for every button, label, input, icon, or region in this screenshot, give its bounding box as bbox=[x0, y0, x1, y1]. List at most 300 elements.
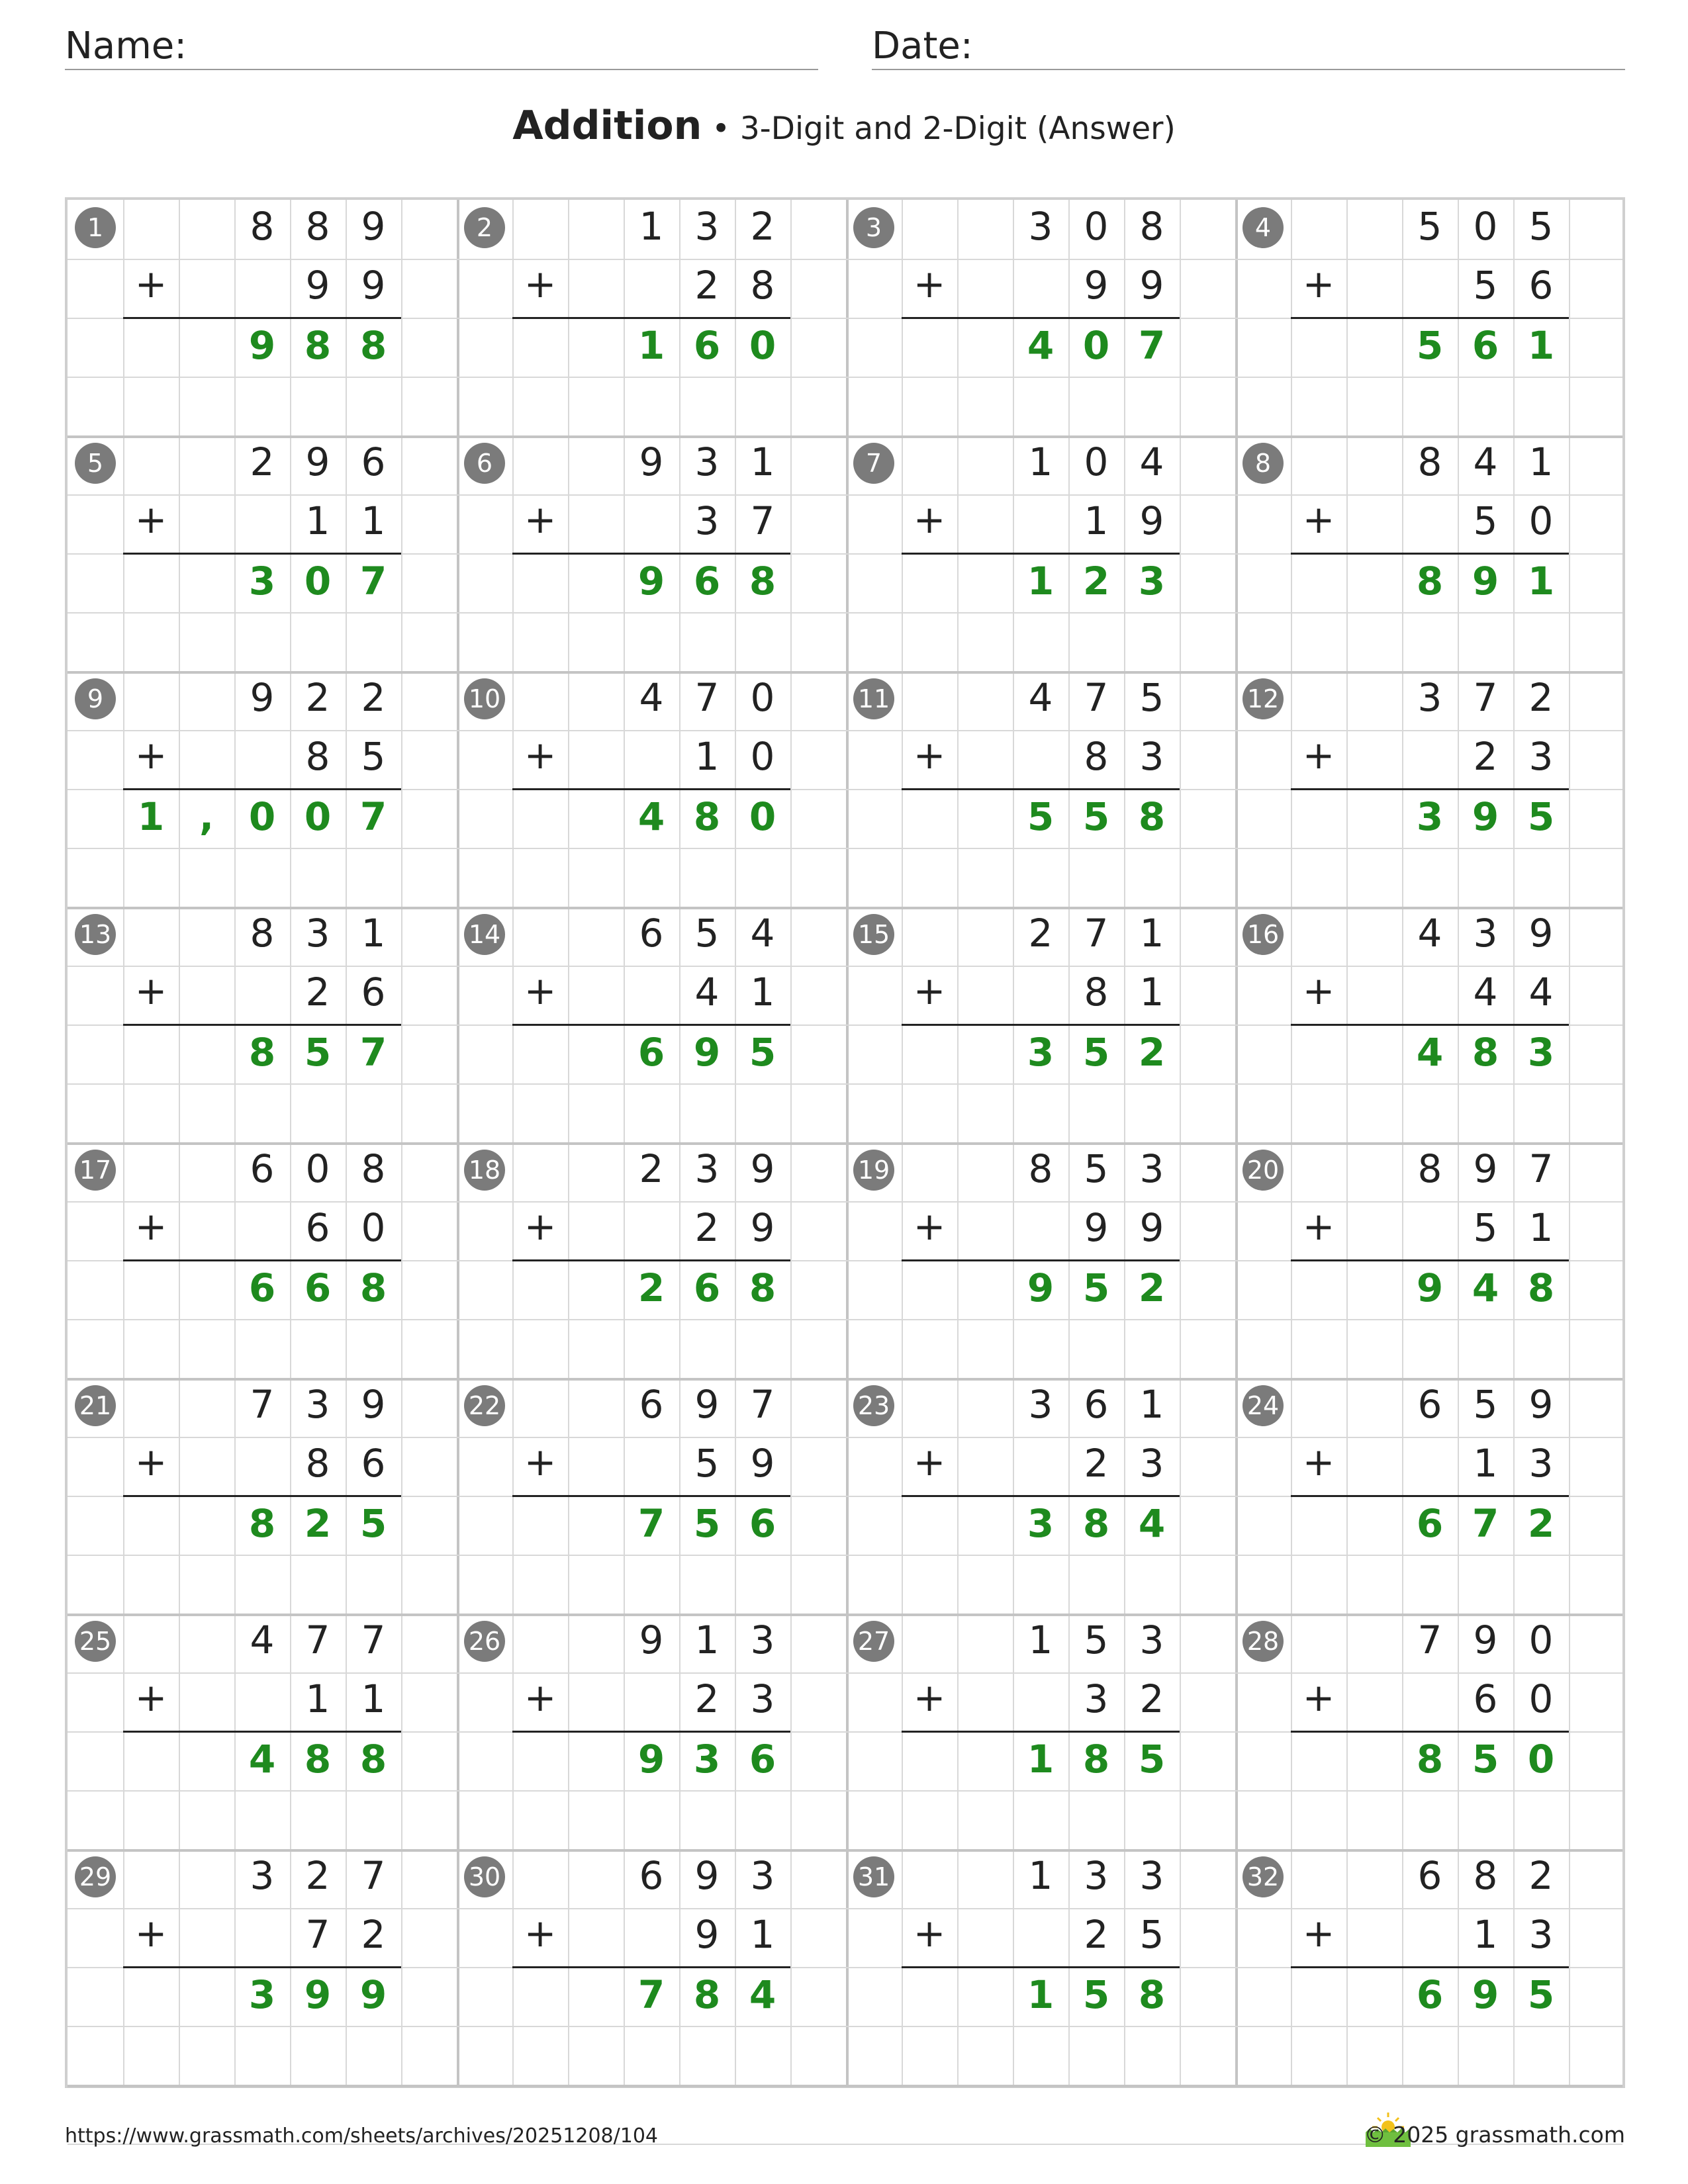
plus-sign: + bbox=[913, 968, 946, 1013]
answer-digit: 9 bbox=[248, 323, 276, 368]
worksheet-title bbox=[0, 103, 1688, 149]
top-addend-digit: 6 bbox=[250, 1146, 275, 1191]
top-addend-digit: 5 bbox=[1139, 675, 1164, 720]
top-addend-digit: 9 bbox=[750, 1146, 775, 1191]
answer-digit: 7 bbox=[1472, 1501, 1499, 1546]
problem-12 bbox=[1235, 671, 1624, 907]
bottom-addend-digit: 2 bbox=[305, 970, 330, 1015]
bottom-addend-digit: 6 bbox=[1473, 1676, 1498, 1721]
top-addend-digit: 3 bbox=[1139, 1853, 1164, 1898]
bottom-addend-digit: 5 bbox=[1139, 1912, 1164, 1957]
top-addend-digit: 7 bbox=[361, 1617, 386, 1662]
bottom-addend-digit: 2 bbox=[694, 1676, 720, 1721]
top-addend-digit: 7 bbox=[1473, 675, 1498, 720]
sum-rule-line bbox=[1291, 1731, 1569, 1733]
answer-digit: 1 bbox=[637, 323, 665, 368]
top-addend-digit: 2 bbox=[361, 675, 386, 720]
top-addend-digit: 5 bbox=[1084, 1146, 1109, 1191]
answer-digit: 3 bbox=[1027, 1030, 1055, 1075]
problem-number-badge: 22 bbox=[464, 1385, 505, 1426]
answer-digit: 9 bbox=[637, 559, 665, 604]
bottom-addend-digit: 2 bbox=[1084, 1912, 1109, 1957]
sum-rule-line bbox=[123, 317, 401, 319]
date-field[interactable] bbox=[872, 20, 1625, 70]
answer-digit: 9 bbox=[1416, 1265, 1444, 1310]
title-main: Addition bbox=[512, 103, 702, 149]
top-addend-digit: 7 bbox=[1084, 675, 1109, 720]
answer-digit: 5 bbox=[1527, 1972, 1555, 2017]
problem-7 bbox=[846, 435, 1235, 671]
top-addend-digit: 6 bbox=[639, 1382, 664, 1427]
problem-number-badge: 19 bbox=[853, 1150, 894, 1191]
top-addend-digit: 2 bbox=[305, 675, 330, 720]
top-addend-digit: 1 bbox=[1528, 439, 1554, 484]
answer-digit: 9 bbox=[1472, 794, 1499, 839]
sum-rule-line bbox=[902, 1259, 1180, 1261]
problem-19 bbox=[846, 1142, 1235, 1378]
top-addend-digit: 3 bbox=[750, 1617, 775, 1662]
answer-digit: 9 bbox=[637, 1737, 665, 1782]
plus-sign: + bbox=[913, 1675, 946, 1720]
problem-20 bbox=[1235, 1142, 1624, 1378]
top-addend-digit: 7 bbox=[1528, 1146, 1554, 1191]
top-addend-digit: 3 bbox=[1028, 1382, 1053, 1427]
problem-number-badge: 21 bbox=[75, 1385, 116, 1426]
problem-number-badge: 26 bbox=[464, 1621, 505, 1662]
answer-digit: 6 bbox=[637, 1030, 665, 1075]
answer-digit: 8 bbox=[248, 1030, 276, 1075]
answer-digit: 4 bbox=[637, 794, 665, 839]
bottom-addend-digit: 5 bbox=[1473, 498, 1498, 543]
bottom-addend-digit: 7 bbox=[305, 1912, 330, 1957]
top-addend-digit: 4 bbox=[250, 1617, 275, 1662]
bottom-addend-digit: 1 bbox=[750, 1912, 775, 1957]
answer-digit: 8 bbox=[1472, 1030, 1499, 1075]
top-addend-digit: 8 bbox=[1028, 1146, 1053, 1191]
plus-sign: + bbox=[913, 1911, 946, 1956]
problem-17 bbox=[68, 1142, 457, 1378]
top-addend-digit: 1 bbox=[361, 911, 386, 956]
answer-digit: 5 bbox=[1082, 1030, 1110, 1075]
answer-digit: 8 bbox=[304, 323, 332, 368]
sum-rule-line bbox=[1291, 1259, 1569, 1261]
name-field[interactable] bbox=[65, 20, 818, 70]
bottom-addend-digit: 9 bbox=[1084, 263, 1109, 308]
problem-number-badge: 11 bbox=[853, 678, 894, 719]
top-addend-digit: 3 bbox=[1473, 911, 1498, 956]
problem-28 bbox=[1235, 1614, 1624, 1849]
answer-digit: 2 bbox=[637, 1265, 665, 1310]
bottom-addend-digit: 4 bbox=[1473, 970, 1498, 1015]
bottom-addend-digit: 3 bbox=[1528, 734, 1554, 779]
bottom-addend-digit: 3 bbox=[694, 498, 720, 543]
top-addend-digit: 0 bbox=[1084, 204, 1109, 249]
bottom-addend-digit: 5 bbox=[361, 734, 386, 779]
bottom-addend-digit: 1 bbox=[1473, 1441, 1498, 1486]
plus-sign: + bbox=[134, 1911, 167, 1956]
top-addend-digit: 1 bbox=[694, 1617, 720, 1662]
problem-26 bbox=[457, 1614, 846, 1849]
bottom-addend-digit: 3 bbox=[1528, 1912, 1554, 1957]
answer-digit: 8 bbox=[1138, 794, 1166, 839]
problem-22 bbox=[457, 1378, 846, 1614]
problem-number-badge: 20 bbox=[1243, 1150, 1284, 1191]
sum-rule-line bbox=[1291, 1495, 1569, 1497]
plus-sign: + bbox=[913, 497, 946, 542]
plus-sign: + bbox=[134, 1204, 167, 1249]
top-addend-digit: 2 bbox=[1528, 675, 1554, 720]
problem-number-badge: 31 bbox=[853, 1856, 894, 1897]
sum-rule-line bbox=[902, 1731, 1180, 1733]
problem-number-badge: 15 bbox=[853, 914, 894, 955]
answer-digit: 5 bbox=[749, 1030, 776, 1075]
answer-digit: 6 bbox=[693, 559, 721, 604]
problem-11 bbox=[846, 671, 1235, 907]
plus-sign: + bbox=[134, 733, 167, 778]
top-addend-digit: 0 bbox=[305, 1146, 330, 1191]
plus-sign: + bbox=[913, 733, 946, 778]
answer-digit: 8 bbox=[693, 794, 721, 839]
plus-sign: + bbox=[134, 1675, 167, 1720]
top-addend-digit: 2 bbox=[305, 1853, 330, 1898]
top-addend-digit: 5 bbox=[1084, 1617, 1109, 1662]
answer-digit: 5 bbox=[304, 1030, 332, 1075]
plus-sign: + bbox=[913, 261, 946, 306]
grid-line bbox=[68, 2085, 1622, 2087]
plus-sign: + bbox=[524, 968, 557, 1013]
answer-digit: 3 bbox=[248, 1972, 276, 2017]
problem-number-badge: 16 bbox=[1243, 914, 1284, 955]
problem-31 bbox=[846, 1849, 1235, 2085]
plus-sign: + bbox=[524, 497, 557, 542]
top-addend-digit: 9 bbox=[639, 1617, 664, 1662]
bottom-addend-digit: 9 bbox=[361, 263, 386, 308]
plus-sign: + bbox=[134, 968, 167, 1013]
answer-digit: 5 bbox=[1416, 323, 1444, 368]
top-addend-digit: 8 bbox=[250, 911, 275, 956]
problem-9 bbox=[68, 671, 457, 907]
answer-digit: 1 bbox=[1027, 1737, 1055, 1782]
answer-digit: 1 bbox=[1527, 559, 1555, 604]
bottom-addend-digit: 2 bbox=[1473, 734, 1498, 779]
top-addend-digit: 6 bbox=[639, 911, 664, 956]
sum-rule-line bbox=[902, 1024, 1180, 1026]
answer-digit: 2 bbox=[1138, 1030, 1166, 1075]
bottom-addend-digit: 6 bbox=[361, 970, 386, 1015]
top-addend-digit: 5 bbox=[1528, 204, 1554, 249]
answer-digit: 3 bbox=[1527, 1030, 1555, 1075]
problem-30 bbox=[457, 1849, 846, 2085]
bottom-addend-digit: 2 bbox=[1139, 1676, 1164, 1721]
top-addend-digit: 6 bbox=[639, 1853, 664, 1898]
bottom-addend-digit: 8 bbox=[1084, 970, 1109, 1015]
plus-sign: + bbox=[913, 1204, 946, 1249]
bottom-addend-digit: 8 bbox=[1084, 734, 1109, 779]
top-addend-digit: 2 bbox=[250, 439, 275, 484]
top-addend-digit: 1 bbox=[639, 204, 664, 249]
top-addend-digit: 3 bbox=[1139, 1617, 1164, 1662]
bottom-addend-digit: 6 bbox=[305, 1205, 330, 1250]
answer-digit: 6 bbox=[304, 1265, 332, 1310]
answer-digit: 8 bbox=[248, 1501, 276, 1546]
top-addend-digit: 3 bbox=[250, 1853, 275, 1898]
sum-rule-line bbox=[512, 1966, 790, 1968]
top-addend-digit: 7 bbox=[750, 1382, 775, 1427]
answer-digit: 0 bbox=[749, 323, 776, 368]
answer-digit: 2 bbox=[1527, 1501, 1555, 1546]
problem-6 bbox=[457, 435, 846, 671]
problem-number-badge: 32 bbox=[1243, 1856, 1284, 1897]
problem-29 bbox=[68, 1849, 457, 2085]
bottom-addend-digit: 4 bbox=[1528, 970, 1554, 1015]
bottom-addend-digit: 0 bbox=[1528, 1676, 1554, 1721]
sum-rule-line bbox=[512, 317, 790, 319]
answer-digit: 0 bbox=[304, 794, 332, 839]
sum-rule-line bbox=[512, 1259, 790, 1261]
top-addend-digit: 2 bbox=[1528, 1853, 1554, 1898]
top-addend-digit: 0 bbox=[1528, 1617, 1554, 1662]
plus-sign: + bbox=[524, 1204, 557, 1249]
sum-rule-line bbox=[902, 317, 1180, 319]
problem-number-badge: 12 bbox=[1243, 678, 1284, 719]
top-addend-digit: 8 bbox=[250, 204, 275, 249]
bottom-addend-digit: 5 bbox=[694, 1441, 720, 1486]
problem-number-badge: 23 bbox=[853, 1385, 894, 1426]
sum-rule-line bbox=[123, 1024, 401, 1026]
top-addend-digit: 9 bbox=[1473, 1146, 1498, 1191]
answer-digit: 5 bbox=[1527, 794, 1555, 839]
plus-sign: + bbox=[134, 261, 167, 306]
problem-24 bbox=[1235, 1378, 1624, 1614]
date-label: Date: bbox=[872, 24, 973, 68]
problem-number-badge: 10 bbox=[464, 678, 505, 719]
answer-digit: 6 bbox=[1472, 323, 1499, 368]
answer-digit: 7 bbox=[359, 794, 387, 839]
answer-digit: 4 bbox=[1472, 1265, 1499, 1310]
problem-number-badge: 28 bbox=[1243, 1621, 1284, 1662]
answer-digit: 3 bbox=[693, 1737, 721, 1782]
problem-number-badge: 13 bbox=[75, 914, 116, 955]
bottom-addend-digit: 1 bbox=[1084, 498, 1109, 543]
sum-rule-line bbox=[512, 1731, 790, 1733]
bottom-addend-digit: 5 bbox=[1473, 263, 1498, 308]
bottom-addend-digit: 1 bbox=[750, 970, 775, 1015]
problem-number-badge: 24 bbox=[1243, 1385, 1284, 1426]
bottom-addend-digit: 1 bbox=[694, 734, 720, 779]
bottom-addend-digit: 2 bbox=[361, 1912, 386, 1957]
top-addend-digit: 2 bbox=[1028, 911, 1053, 956]
answer-digit: 8 bbox=[1416, 1737, 1444, 1782]
bottom-addend-digit: 6 bbox=[361, 1441, 386, 1486]
answer-digit: 4 bbox=[1027, 323, 1055, 368]
answer-digit: 6 bbox=[749, 1501, 776, 1546]
bottom-addend-digit: 1 bbox=[1139, 970, 1164, 1015]
top-addend-digit: 9 bbox=[639, 439, 664, 484]
top-addend-digit: 8 bbox=[1139, 204, 1164, 249]
top-addend-digit: 3 bbox=[305, 1382, 330, 1427]
top-addend-digit: 1 bbox=[1028, 439, 1053, 484]
top-addend-digit: 9 bbox=[361, 1382, 386, 1427]
problem-grid bbox=[65, 197, 1625, 2088]
top-addend-digit: 5 bbox=[1417, 204, 1442, 249]
plus-sign: + bbox=[1302, 1675, 1335, 1720]
answer-digit: 9 bbox=[693, 1030, 721, 1075]
answer-digit: 5 bbox=[693, 1501, 721, 1546]
top-addend-digit: 3 bbox=[750, 1853, 775, 1898]
top-addend-digit: 9 bbox=[305, 439, 330, 484]
answer-digit: 8 bbox=[693, 1972, 721, 2017]
sum-rule-line bbox=[902, 788, 1180, 790]
top-addend-digit: 5 bbox=[694, 911, 720, 956]
plus-sign: + bbox=[524, 1439, 557, 1484]
sum-rule-line bbox=[512, 1495, 790, 1497]
answer-digit: 8 bbox=[1082, 1737, 1110, 1782]
problem-number-badge: 6 bbox=[464, 443, 505, 484]
top-addend-digit: 6 bbox=[1417, 1382, 1442, 1427]
top-addend-digit: 8 bbox=[1473, 1853, 1498, 1898]
answer-digit: 5 bbox=[359, 1501, 387, 1546]
bottom-addend-digit: 9 bbox=[1139, 263, 1164, 308]
problem-number-badge: 1 bbox=[75, 207, 116, 248]
problem-3 bbox=[846, 200, 1235, 435]
bottom-addend-digit: 1 bbox=[305, 1676, 330, 1721]
plus-sign: + bbox=[1302, 968, 1335, 1013]
bottom-addend-digit: 2 bbox=[694, 1205, 720, 1250]
top-addend-digit: 7 bbox=[305, 1617, 330, 1662]
answer-digit: 4 bbox=[1138, 1501, 1166, 1546]
top-addend-digit: 9 bbox=[694, 1382, 720, 1427]
answer-digit: 1 bbox=[1027, 559, 1055, 604]
problem-number-badge: 8 bbox=[1243, 443, 1284, 484]
problem-number-badge: 3 bbox=[853, 207, 894, 248]
top-addend-digit: 9 bbox=[1528, 911, 1554, 956]
problem-18 bbox=[457, 1142, 846, 1378]
sum-rule-line bbox=[123, 1966, 401, 1968]
top-addend-digit: 2 bbox=[750, 204, 775, 249]
sum-rule-line bbox=[512, 1024, 790, 1026]
problem-13 bbox=[68, 907, 457, 1142]
problem-4 bbox=[1235, 200, 1624, 435]
bottom-addend-digit: 5 bbox=[1473, 1205, 1498, 1250]
sum-rule-line bbox=[1291, 317, 1569, 319]
bottom-addend-digit: 8 bbox=[305, 734, 330, 779]
top-addend-digit: 4 bbox=[1139, 439, 1164, 484]
answer-digit: 8 bbox=[1138, 1972, 1166, 2017]
answer-digit: 5 bbox=[1082, 1972, 1110, 2017]
answer-digit: 0 bbox=[248, 794, 276, 839]
bottom-addend-digit: 9 bbox=[750, 1441, 775, 1486]
footer-copyright: © 2025 grassmath.com bbox=[1364, 2122, 1625, 2148]
top-addend-digit: 7 bbox=[361, 1853, 386, 1898]
bottom-addend-digit: 6 bbox=[1528, 263, 1554, 308]
top-addend-digit: 8 bbox=[1417, 1146, 1442, 1191]
top-addend-digit: 4 bbox=[750, 911, 775, 956]
answer-digit: 3 bbox=[1027, 1501, 1055, 1546]
answer-digit: 2 bbox=[1082, 559, 1110, 604]
answer-digit: 7 bbox=[359, 1030, 387, 1075]
answer-digit: 5 bbox=[1027, 794, 1055, 839]
problem-number-badge: 25 bbox=[75, 1621, 116, 1662]
top-addend-digit: 2 bbox=[639, 1146, 664, 1191]
problem-number-badge: 9 bbox=[75, 678, 116, 719]
problem-14 bbox=[457, 907, 846, 1142]
bottom-addend-digit: 1 bbox=[1473, 1912, 1498, 1957]
bottom-addend-digit: 8 bbox=[305, 1441, 330, 1486]
answer-digit: 6 bbox=[248, 1265, 276, 1310]
top-addend-digit: 6 bbox=[361, 439, 386, 484]
title-subtitle: • 3-Digit and 2-Digit (Answer) bbox=[702, 111, 1176, 147]
answer-digit: 8 bbox=[749, 1265, 776, 1310]
plus-sign: + bbox=[1302, 1911, 1335, 1956]
answer-digit: 1 bbox=[137, 794, 165, 839]
top-addend-digit: 0 bbox=[750, 675, 775, 720]
top-addend-digit: 9 bbox=[1473, 1617, 1498, 1662]
top-addend-digit: 3 bbox=[1139, 1146, 1164, 1191]
problem-27 bbox=[846, 1614, 1235, 1849]
answer-digit: 0 bbox=[1527, 1737, 1555, 1782]
sum-rule-line bbox=[123, 1495, 401, 1497]
answer-digit: 6 bbox=[749, 1737, 776, 1782]
plus-sign: + bbox=[913, 1439, 946, 1484]
bottom-addend-digit: 3 bbox=[1139, 734, 1164, 779]
top-addend-digit: 1 bbox=[1028, 1617, 1053, 1662]
problem-15 bbox=[846, 907, 1235, 1142]
plus-sign: + bbox=[1302, 1439, 1335, 1484]
problem-number-badge: 17 bbox=[75, 1150, 116, 1191]
top-addend-digit: 3 bbox=[1417, 675, 1442, 720]
problem-8 bbox=[1235, 435, 1624, 671]
problem-21 bbox=[68, 1378, 457, 1614]
problem-number-badge: 4 bbox=[1243, 207, 1284, 248]
answer-digit: 9 bbox=[359, 1972, 387, 2017]
answer-digit: 9 bbox=[304, 1972, 332, 2017]
bottom-addend-digit: 8 bbox=[750, 263, 775, 308]
sum-rule-line bbox=[902, 1495, 1180, 1497]
plus-sign: + bbox=[524, 1911, 557, 1956]
answer-digit: 7 bbox=[637, 1501, 665, 1546]
top-addend-digit: 7 bbox=[1084, 911, 1109, 956]
bottom-addend-digit: 3 bbox=[1084, 1676, 1109, 1721]
top-addend-digit: 4 bbox=[1473, 439, 1498, 484]
bottom-addend-digit: 1 bbox=[1528, 1205, 1554, 1250]
problem-16 bbox=[1235, 907, 1624, 1142]
answer-digit: 8 bbox=[304, 1737, 332, 1782]
answer-digit: 5 bbox=[1138, 1737, 1166, 1782]
answer-digit: 3 bbox=[248, 559, 276, 604]
plus-sign: + bbox=[134, 1439, 167, 1484]
answer-digit: 1 bbox=[1527, 323, 1555, 368]
plus-sign: + bbox=[524, 261, 557, 306]
problem-number-badge: 14 bbox=[464, 914, 505, 955]
plus-sign: + bbox=[524, 1675, 557, 1720]
answer-digit: 5 bbox=[1082, 794, 1110, 839]
problem-number-badge: 2 bbox=[464, 207, 505, 248]
answer-digit: 8 bbox=[749, 559, 776, 604]
plus-sign: + bbox=[134, 497, 167, 542]
answer-digit: 2 bbox=[1138, 1265, 1166, 1310]
answer-digit: 3 bbox=[1416, 794, 1444, 839]
answer-digit: 5 bbox=[1472, 1737, 1499, 1782]
answer-digit: 6 bbox=[1416, 1972, 1444, 2017]
bottom-addend-digit: 3 bbox=[1528, 1441, 1554, 1486]
problem-2 bbox=[457, 200, 846, 435]
sum-rule-line bbox=[902, 553, 1180, 555]
answer-digit: 9 bbox=[1472, 1972, 1499, 2017]
top-addend-digit: 7 bbox=[694, 675, 720, 720]
answer-digit: 0 bbox=[1082, 323, 1110, 368]
bottom-addend-digit: 9 bbox=[1139, 1205, 1164, 1250]
top-addend-digit: 1 bbox=[750, 439, 775, 484]
